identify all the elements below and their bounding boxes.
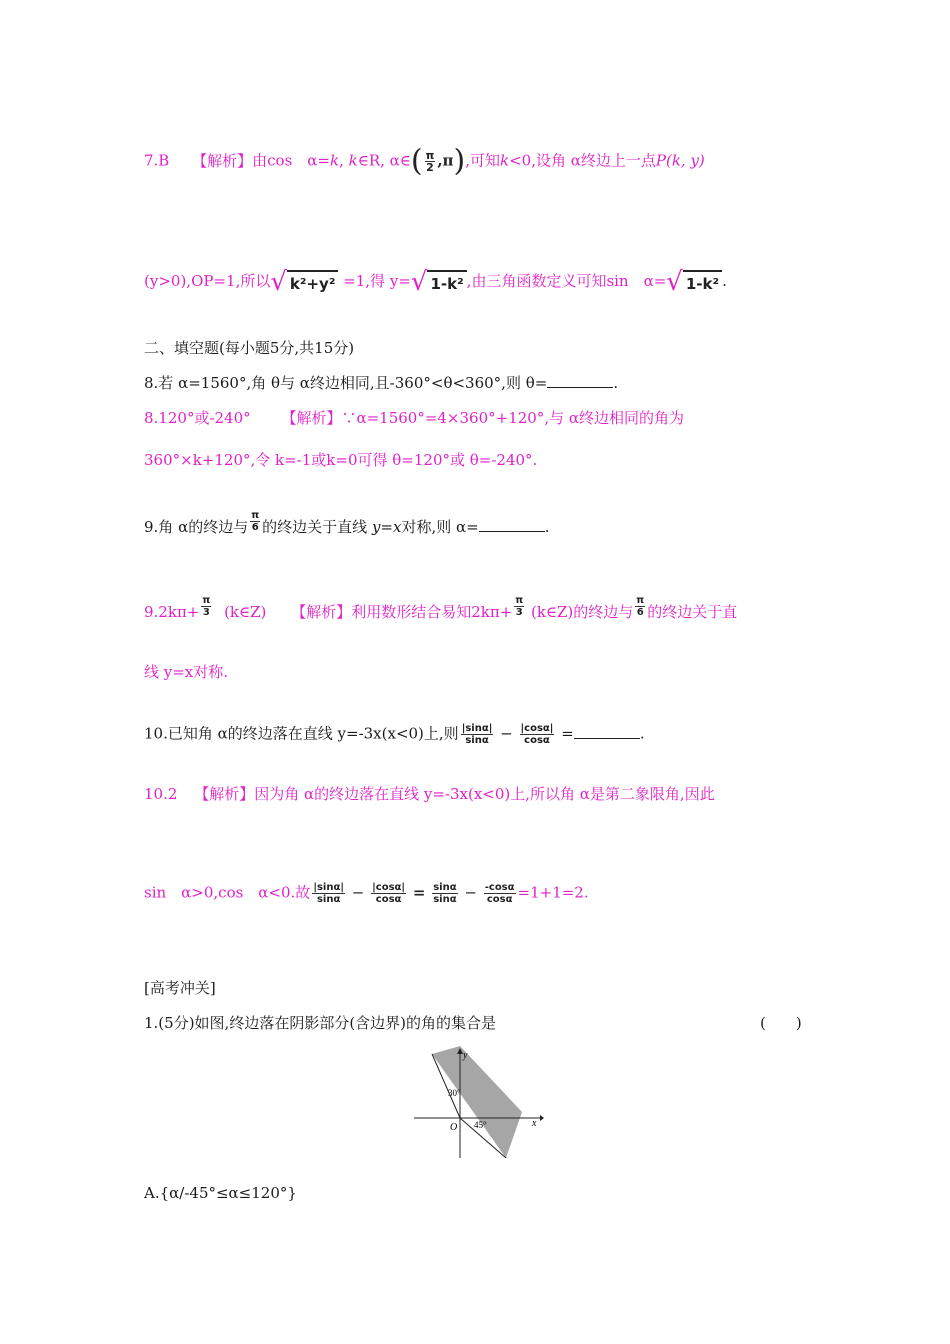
q9-fraction: $\frac{\pi}{6}$ [251, 510, 260, 533]
q9-ans-post: 的终边关于直 [647, 603, 738, 622]
q10-g3: $\frac{\sin\alpha}{\sin\alpha}$ [433, 882, 457, 905]
q10-g4: $\frac{-\cos\alpha}{\cos\alpha}$ [484, 882, 515, 905]
q8-end: . [613, 374, 619, 392]
q10-answer-line2 [144, 882, 589, 905]
q9-end: . [544, 518, 550, 537]
q10-explain: 因为角 α的终边落在直线 y=-3x(x<0)上,所以角 α是第二象限角,因此 [254, 785, 715, 803]
q7-k3: k [500, 151, 510, 170]
option-a[interactable]: A.{α/-45°≤α≤120°} [144, 1184, 297, 1202]
q10-answer: 10.2 [144, 785, 178, 803]
q8-answer-blank[interactable] [547, 373, 613, 388]
angle-30-label: 30° [448, 1088, 461, 1098]
q7-text1: 由cos α= [252, 151, 330, 170]
q7-tag: 【解析】 [192, 151, 253, 170]
angle-45-label: 45° [474, 1120, 487, 1130]
q8-explain1: ∵α=1560°=4×360°+120°,与 α终边相同的角为 [341, 409, 685, 427]
q9-ans-fraction2: $\frac{\pi}{3}$ [515, 595, 524, 618]
q9-yx: y=x [371, 518, 402, 537]
q7-line2b: =1,得 y= [343, 272, 411, 290]
q7-op: OP=1,所以 [191, 272, 271, 290]
sqrt-k2-y2: √ k²+y² [270, 270, 338, 294]
q9-answer-line1 [144, 595, 737, 622]
interval-close-paren: ) [453, 143, 466, 179]
interval-open-paren: ( [410, 143, 423, 179]
q8-answer: 8.120°或-240° [144, 409, 251, 427]
sqrt-1-k2-b: √ 1-k² [666, 270, 722, 294]
q8-answer-line1 [144, 408, 684, 428]
interval-pi: ,π [437, 151, 454, 170]
q7-number: 7.B [144, 151, 170, 170]
q8-tag: 【解析】 [281, 409, 342, 427]
sqrt-1-k2: √ 1-k² [411, 270, 467, 294]
q8-question [144, 373, 618, 393]
q9-pre: 9.角 α的终边与 [144, 518, 249, 537]
q10-tag: 【解析】 [194, 785, 255, 803]
p1-question: 1.(5分)如图,终边落在阴影部分(含边界)的角的集合是 [144, 1014, 497, 1032]
q7-text3: ∈R, α∈ [357, 151, 411, 170]
q10-frac1: $\frac{|\sin\alpha|}{\sin\alpha}$ [461, 723, 493, 746]
q10-answer-blank[interactable] [574, 724, 640, 739]
q7-end: . [722, 272, 727, 290]
q10-g2: $\frac{|\cos\alpha|}{\cos\alpha}$ [372, 882, 406, 905]
q9-kz2: (k∈Z)的终边与 [530, 603, 634, 622]
q7-comma: , [339, 151, 344, 170]
q9-answer: 9.2kπ+ [144, 603, 200, 622]
q9-ans-fraction3: $\frac{\pi}{6}$ [636, 595, 645, 618]
q10-question [144, 723, 645, 746]
q9-post2: 对称,则 α= [401, 518, 479, 537]
q9-answer-blank[interactable] [479, 517, 545, 532]
q10-g-eq: = [412, 883, 426, 902]
q10-end: . [639, 724, 645, 743]
q8-text: 8.若 α=1560°,角 θ与 α终边相同,且-360°<θ<360°,则 θ= [144, 374, 548, 392]
q10-ans2b: =1+1=2. [517, 883, 589, 902]
y-label: y [463, 1050, 468, 1061]
q10-g1: $\frac{|\sin\alpha|}{\sin\alpha}$ [313, 882, 344, 905]
q9-mid: 利用数形结合易知2kπ+ [351, 603, 513, 622]
shaded-region [432, 1046, 522, 1158]
q10-pre: 10.已知角 α的终边落在直线 y=-3x(x<0)上,则 [144, 724, 459, 743]
section-heading: 二、填空题(每小题5分,共15分) [144, 339, 355, 357]
x-label: x [532, 1118, 537, 1129]
p1-answer-brackets[interactable]: ( ) [760, 1014, 802, 1032]
q7-text4: ,可知 [465, 151, 501, 170]
q7-point: P(k, y) [655, 151, 705, 170]
q9-question [144, 510, 549, 537]
q10-eq: = [561, 724, 574, 743]
x-axis-arrow [540, 1115, 544, 1121]
q7-k: k [329, 151, 340, 170]
gaokao-heading: [高考冲关] [144, 979, 216, 997]
angle-figure [412, 1046, 544, 1158]
q7-line2 [144, 267, 727, 297]
q9-tag: 【解析】 [291, 603, 352, 622]
q9-ans-fraction: $\frac{\pi}{3}$ [202, 595, 211, 618]
q7-text5: <0,设角 α终边上一点 [509, 151, 656, 170]
q8-answer-line2: 360°×k+120°,令 k=-1或k=0可得 θ=120°或 θ=-240°. [144, 451, 538, 469]
interval-fraction: $\frac{\pi}{2}$ [425, 149, 435, 174]
q10-minus: − [500, 724, 513, 743]
q10-frac2: $\frac{|\cos\alpha|}{\cos\alpha}$ [520, 723, 554, 746]
q10-ans2a: sin α>0,cos α<0.故 [144, 883, 311, 902]
q10-g-minus1: − [351, 883, 365, 902]
q9-kz: (k∈Z) [224, 603, 267, 622]
q7-line1 [144, 143, 705, 179]
origin-label: O [450, 1122, 458, 1133]
q10-g-minus2: − [464, 883, 477, 902]
q9-answer-line2: 线 y=x对称. [144, 663, 229, 681]
q7-k2: k [348, 151, 358, 170]
q7-line2a: (y>0), [144, 272, 192, 290]
q9-post: 的终边关于直线 [262, 518, 368, 537]
q10-answer-line1 [144, 784, 715, 804]
q7-line2c: ,由三角函数定义可知sin α= [466, 272, 667, 290]
